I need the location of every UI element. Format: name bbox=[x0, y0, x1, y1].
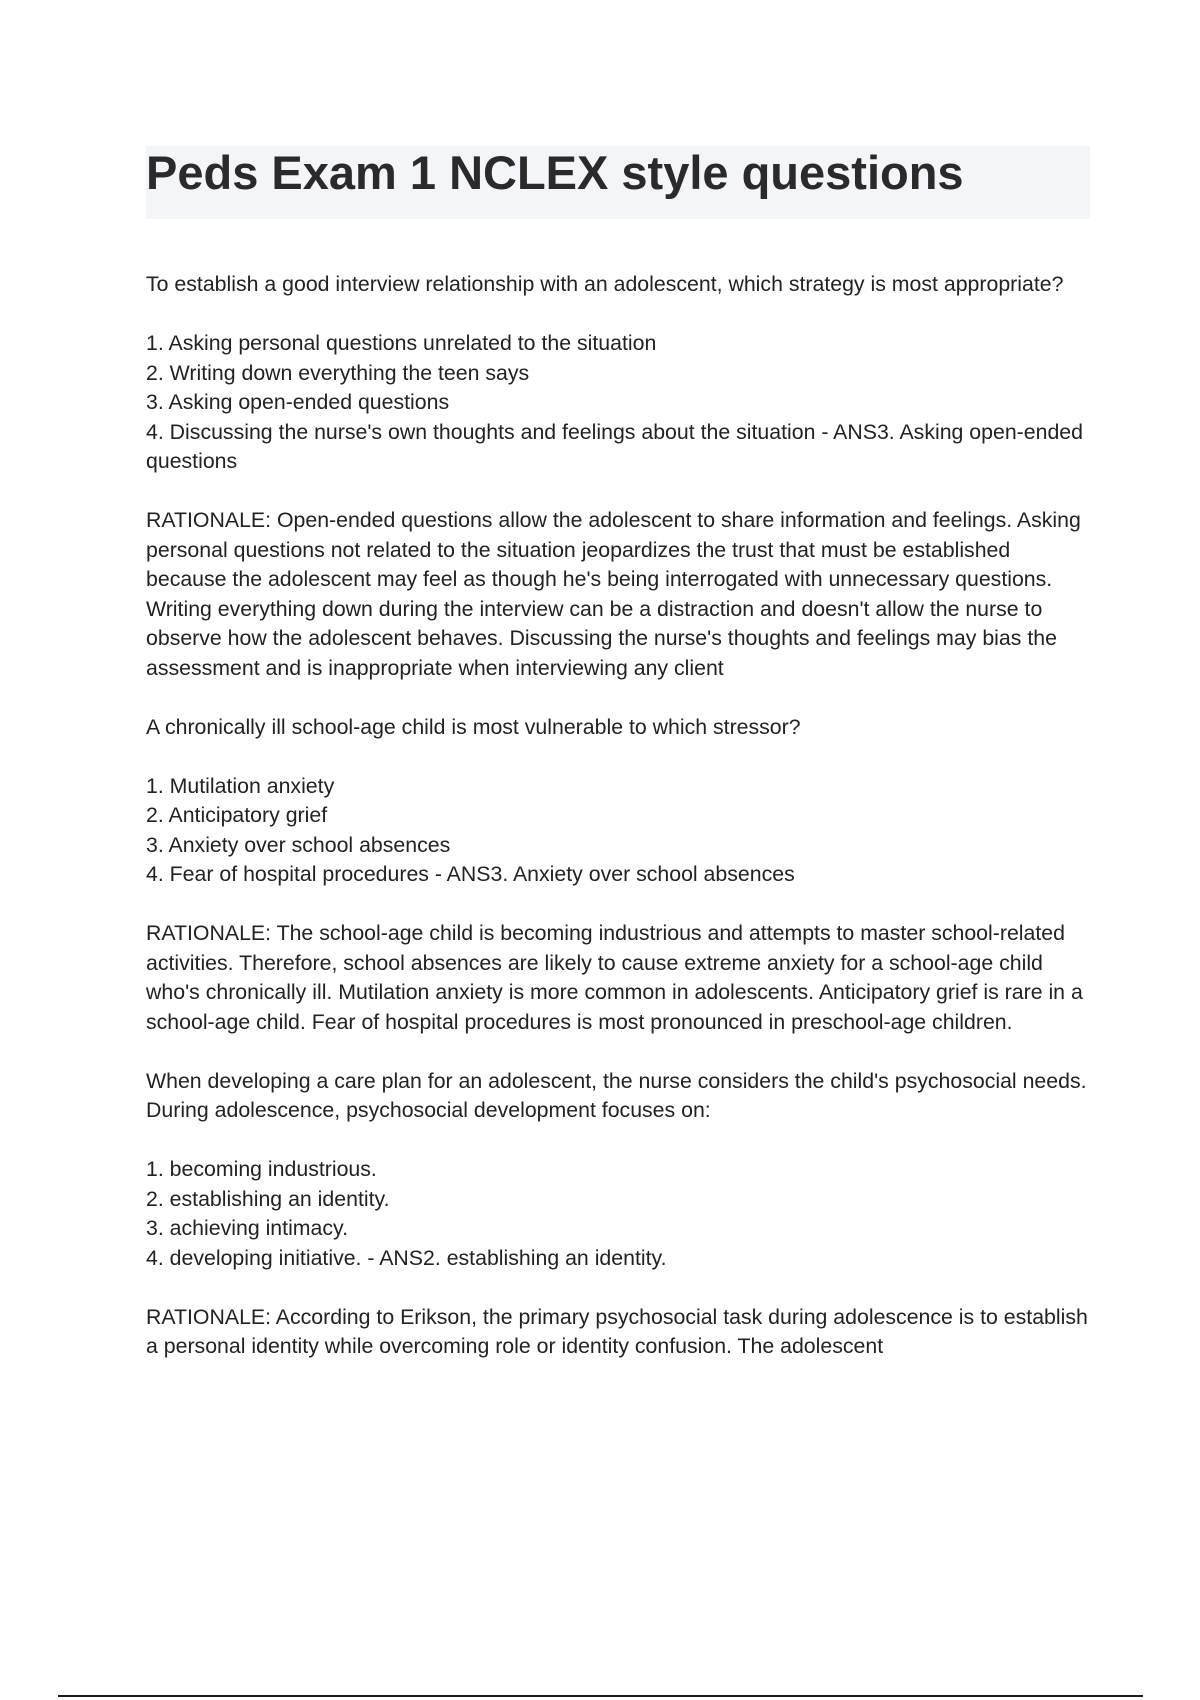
answer-option: 1. becoming industrious. bbox=[146, 1157, 377, 1181]
rationale-text: RATIONALE: Open-ended questions allow the adolescent to share information and feelings. Asking personal questions not related to the situation jeopardizes the trust that must be established because the adolescent may feel as though he's being interrogated with unnecessary questions. Writing everything down during the interview can be a distraction and doesn't allow the nurse to observe how the adolescent behaves. Discussing the nurse's thoughts and feelings may bias the assessment and is inappropriate when interviewing any client bbox=[146, 508, 1081, 680]
question-stem: A chronically ill school-age child is most vulnerable to which stressor? bbox=[146, 714, 801, 739]
answer-option: 1. Mutilation anxiety bbox=[146, 773, 335, 798]
question-block-2 bbox=[146, 713, 1090, 1038]
answer-option: 3. Asking open-ended questions bbox=[146, 390, 450, 414]
page-title: Peds Exam 1 NCLEX style questions bbox=[146, 146, 964, 199]
question-stem: To establish a good interview relationship with an adolescent, which strategy is most appropriate? bbox=[146, 272, 1064, 296]
answer-option: 1. Asking personal questions unrelated to the situation bbox=[146, 331, 657, 355]
answer-option: 3. achieving intimacy. bbox=[146, 1216, 349, 1240]
answer-option: 3. Anxiety over school absences bbox=[146, 832, 451, 857]
question-block-1 bbox=[146, 270, 1090, 683]
answer-option: 2. Writing down everything the teen says bbox=[146, 360, 530, 385]
answer-option: 2. Anticipatory grief bbox=[146, 803, 328, 827]
rationale-text: RATIONALE: The school-age child is becoming industrious and attempts to master school-related activities. Therefore, school absences are likely to cause extreme anxiety for a school-age child who's chronically ill. Mutilation anxiety is more common in adolescents. Anticipatory grief is rare in a school-age child. Fear of hospital procedures is most pronounced in preschool-age children. bbox=[146, 921, 1083, 1034]
question-block-3 bbox=[146, 1067, 1090, 1362]
question-stem: When developing a care plan for an adolescent, the nurse considers the child's psychosocial needs. During adolescence, psychosocial development focuses on: bbox=[146, 1068, 1087, 1122]
answer-option: 4. Discussing the nurse's own thoughts and feelings about the situation - ANS3. Asking open-ended questions bbox=[146, 419, 1084, 473]
answer-option: 4. developing initiative. - ANS2. establishing an identity. bbox=[146, 1245, 667, 1270]
document-body bbox=[146, 270, 1090, 1362]
footer-rule bbox=[58, 1695, 1143, 1697]
rationale-text: RATIONALE: According to Erikson, the primary psychosocial task during adolescence is to establish a personal identity while overcoming role or identity confusion. The adolescent bbox=[146, 1304, 1088, 1358]
answer-option: 4. Fear of hospital procedures - ANS3. Anxiety over school absences bbox=[146, 862, 795, 886]
answer-option: 2. establishing an identity. bbox=[146, 1186, 390, 1211]
